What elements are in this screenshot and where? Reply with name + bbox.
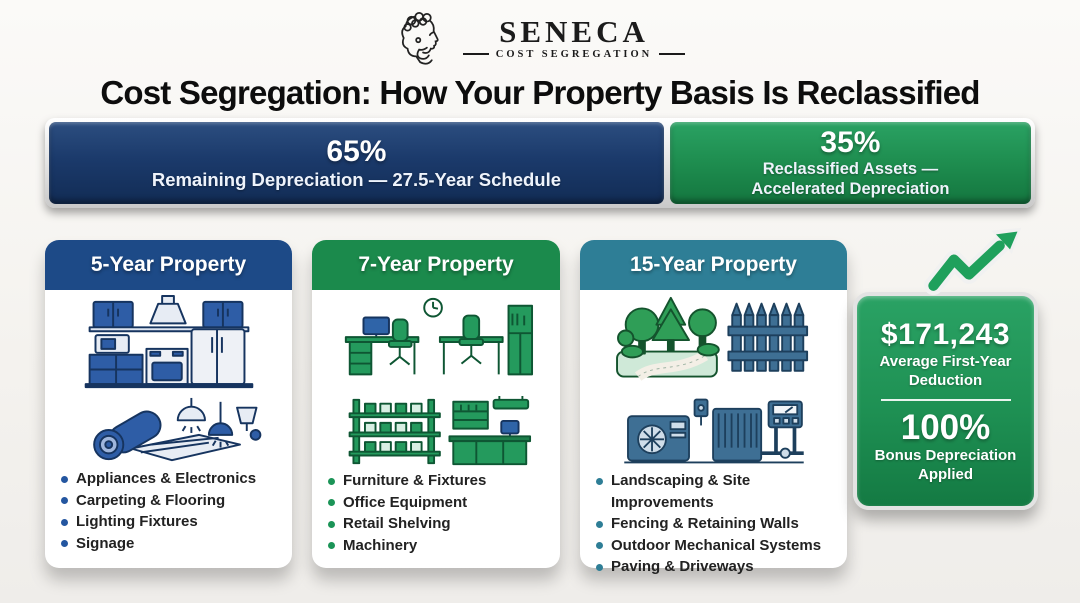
card-5-year-list bbox=[45, 468, 292, 554]
logo-text bbox=[463, 13, 685, 60]
depreciation-split-bar bbox=[45, 118, 1035, 208]
split-bar-remaining-segment bbox=[49, 122, 664, 204]
landscaping-fence-icon bbox=[609, 294, 819, 390]
carpet-flooring-and-lighting-icon bbox=[74, 396, 264, 466]
card-7-year-list bbox=[312, 470, 560, 556]
list-item: Landscaping & Site Improvements bbox=[596, 470, 837, 513]
seneca-face-icon bbox=[395, 9, 453, 67]
bonus-depreciation-label-line1: Bonus Depreciation bbox=[874, 447, 1017, 464]
card-15-year-header: 15-Year Property bbox=[580, 240, 847, 290]
bonus-depreciation-percent: 100% bbox=[900, 408, 991, 447]
card-5-year-header: 5-Year Property bbox=[45, 240, 292, 290]
list-item: Signage bbox=[61, 533, 282, 555]
card-5-year-icons bbox=[45, 290, 292, 466]
card-15-year-icons bbox=[580, 290, 847, 468]
average-deduction-label-line2: Deduction bbox=[908, 372, 983, 389]
badge-divider bbox=[881, 399, 1011, 401]
logo-name: SENECA bbox=[499, 13, 649, 49]
outdoor-mechanical-icon bbox=[609, 394, 819, 468]
retail-shelving-counter-icon bbox=[336, 396, 536, 468]
list-item: Paving & Driveways bbox=[596, 556, 837, 578]
average-deduction-label-line1: Average First-Year bbox=[879, 353, 1012, 370]
list-item: Retail Shelving bbox=[328, 513, 550, 535]
reclassified-label-line2: Accelerated Depreciation bbox=[751, 180, 950, 198]
logo-subtitle bbox=[463, 49, 685, 60]
reclassified-label-line1: Reclassified Assets — bbox=[762, 160, 939, 178]
card-15-year-list bbox=[580, 470, 847, 578]
list-item: Carpeting & Flooring bbox=[61, 490, 282, 512]
logo bbox=[0, 6, 1080, 70]
logo-dash-left bbox=[463, 53, 489, 55]
remaining-percent: 65% bbox=[326, 134, 387, 168]
trending-up-arrow-icon bbox=[922, 226, 1042, 310]
kitchen-appliances-icon bbox=[74, 294, 264, 392]
logo-dash-right bbox=[659, 53, 685, 55]
list-item: Appliances & Electronics bbox=[61, 468, 282, 490]
deduction-highlight-badge bbox=[853, 292, 1038, 510]
list-item: Machinery bbox=[328, 535, 550, 557]
average-deduction-amount: $171,243 bbox=[880, 318, 1011, 351]
card-5-year-property bbox=[45, 240, 292, 568]
list-item: Office Equipment bbox=[328, 492, 550, 514]
remaining-label: Remaining Depreciation — 27.5-Year Schedule bbox=[151, 168, 562, 190]
card-15-year-property bbox=[580, 240, 847, 575]
bonus-depreciation-label-line2: Applied bbox=[918, 466, 973, 483]
card-7-year-icons bbox=[312, 290, 560, 468]
list-item: Furniture & Fixtures bbox=[328, 470, 550, 492]
office-furniture-icon bbox=[336, 294, 536, 392]
reclassified-percent: 35% bbox=[820, 126, 881, 159]
card-7-year-header: 7-Year Property bbox=[312, 240, 560, 290]
card-7-year-property bbox=[312, 240, 560, 568]
logo-subtitle-text: COST SEGREGATION bbox=[495, 48, 653, 60]
split-bar-reclassified-segment bbox=[670, 122, 1031, 204]
list-item: Lighting Fixtures bbox=[61, 511, 282, 533]
list-item: Fencing & Retaining Walls bbox=[596, 513, 837, 535]
list-item: Outdoor Mechanical Systems bbox=[596, 535, 837, 557]
page-title: Cost Segregation: How Your Property Basis Is Reclassified bbox=[100, 74, 980, 111]
